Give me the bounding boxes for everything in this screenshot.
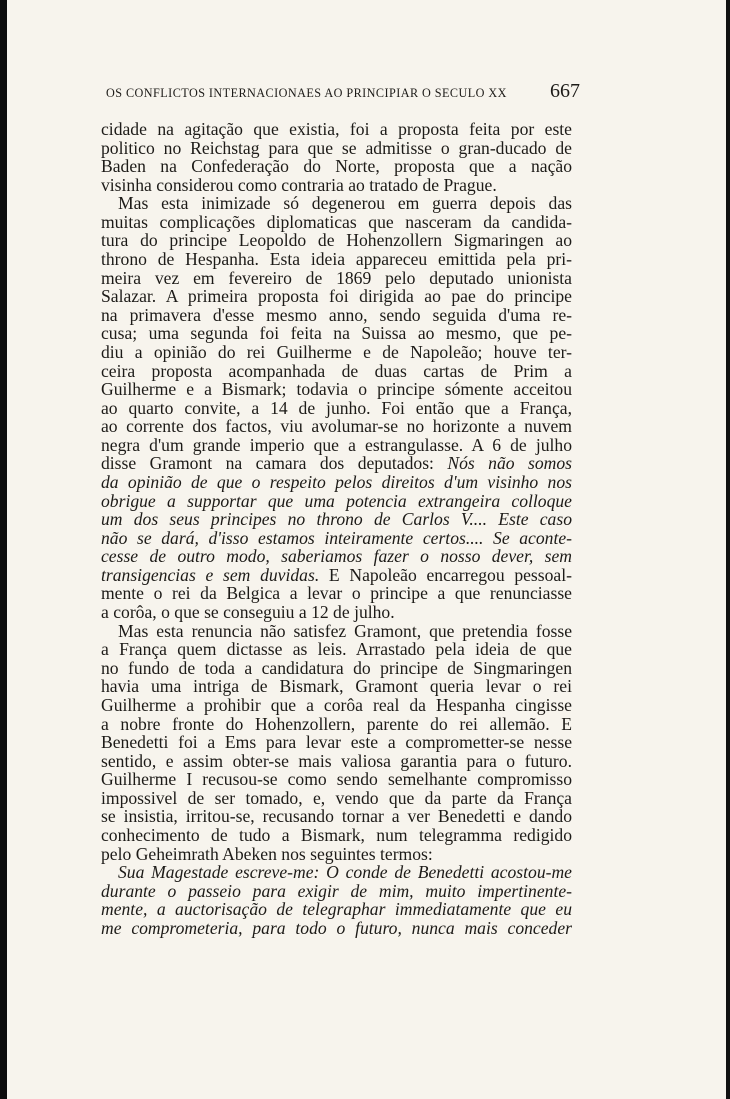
text-line: ao quarto convite, a 14 de junho. Foi então que a França,: [101, 397, 572, 418]
text-line: a França quem dictasse as leis. Arrastado pela ideia de que: [101, 639, 572, 660]
italic-quote-line: [101, 510, 572, 529]
italic-quote-run: transigencias e sem duvidas.: [101, 564, 320, 585]
text-line: a corôa, o que se conseguiu a 12 de julho.: [101, 602, 395, 623]
text-line: diu a opinião do rei Guilherme e de Napoleão; houve ter-: [101, 341, 572, 362]
text-line: Benedetti foi a Ems para levar este a comprometter-se nesse: [101, 732, 572, 753]
text-line: na primavera d'esse mesmo anno, sendo seguida d'uma re-: [101, 304, 572, 325]
scan-border-right: [726, 0, 730, 1099]
italic-quote-run: cesse de outro modo, saberiamos fazer o nosso dever, sem: [101, 546, 572, 567]
text-run: disse Gramont na camara dos deputados:: [101, 453, 434, 474]
text-line: impossivel de ser tomado, e, vendo que da parte da França: [101, 787, 572, 808]
text-line: meira vez em fevereiro de 1869 pelo deputado unionista: [101, 267, 572, 288]
italic-quote-run: obrigue a supportar que uma potencia extrangeira colloque: [101, 490, 572, 511]
italic-quote-line: [101, 529, 572, 548]
text-line-mixed: [101, 454, 572, 473]
text-line: throno de Hespanha. Esta ideia appareceu emittida pela pri-: [101, 249, 572, 270]
italic-quote-run: não se dará, d'isso estamos inteiramente certos.... Se aconte-: [101, 527, 572, 548]
text-line: no fundo de toda a candidatura do principe de Singmaringen: [101, 657, 572, 678]
text-line: havia uma intriga de Bismark, Gramont queria levar o rei: [101, 676, 572, 697]
text-line: Guilherme e a Bismark; todavia o principe sómente acceitou: [101, 379, 572, 400]
text-line: Guilherme a prohibir que a corôa real da Hespanha cingisse: [101, 694, 572, 715]
italic-quote-run: durante o passeio para exigir de mim, muito impertinente-: [101, 880, 572, 901]
text-line: sentido, e assim obter-se mais valiosa garantia para o futuro.: [101, 750, 572, 771]
text-line: tura do principe Leopoldo de Hohenzollern Sigmaringen ao: [101, 230, 572, 251]
scan-border-left: [0, 0, 7, 1099]
italic-quote-line: [101, 492, 572, 511]
paragraph-start-line: Mas esta inimizade só degenerou em guerra depois das: [118, 193, 572, 214]
page-number: 667: [550, 80, 580, 102]
text-line: pelo Geheimrath Abeken nos seguintes termos:: [101, 843, 433, 864]
text-line: Guilherme I recusou-se como sendo semelhante compromisso: [101, 769, 572, 790]
text-line: negra d'um grande imperio que a estrangulasse. A 6 de julho: [101, 434, 572, 455]
running-header: [106, 80, 580, 103]
text-line: visinha considerou como contraria ao tratado de Prague.: [101, 174, 497, 195]
italic-quote-run: um dos seus principes no throno de Carlos V.... Este caso: [101, 509, 572, 530]
paragraph-start-line: Mas esta renuncia não satisfez Gramont, que pretendia fosse: [118, 620, 572, 641]
text-line: cidade na agitação que existia, foi a proposta feita por este: [101, 119, 572, 139]
text-line: Salazar. A primeira proposta foi dirigida ao pae do principe: [101, 286, 572, 307]
text-line: muitas complicações diplomaticas que nasceram da candida-: [101, 211, 572, 232]
text-line: conhecimento de tudo a Bismark, num telegramma redigido: [101, 824, 572, 845]
text-line-mixed: [101, 566, 572, 585]
text-line: politico no Reichstag para que se admitisse o gran-ducado de: [101, 137, 572, 158]
italic-quote-run: da opinião de que o respeito pelos direitos d'um visinho nos: [101, 471, 572, 492]
text-run: E Napoleão encarregou pessoal-: [328, 564, 572, 585]
text-line: a nobre fronte do Hohenzollern, parente do rei allemão. E: [101, 713, 572, 734]
italic-quote-run: Nós não somos: [447, 453, 572, 474]
italic-quote-line: [101, 900, 572, 919]
italic-quote-line: [101, 863, 572, 882]
italic-quote-run: mente, a auctorisação de telegraphar immediatamente que eu: [101, 899, 572, 920]
text-line: cusa; uma segunda foi feita na Suissa ao mesmo, que pe-: [101, 323, 572, 344]
italic-quote-line: [101, 919, 572, 938]
italic-quote-line: [101, 882, 572, 901]
running-title: OS CONFLICTOS INTERNACIONAES AO PRINCIPIAR O SECULO XX: [106, 86, 507, 100]
italic-quote-line: [101, 547, 572, 566]
text-line: mente o rei da Belgica a levar o principe a que renunciasse: [101, 583, 572, 604]
text-line: ao corrente dos factos, viu avolumar-se no horizonte a nuvem: [101, 416, 572, 437]
text-line: se insistia, irritou-se, recusando tornar a ver Benedetti e dando: [101, 806, 572, 827]
body-text: [101, 120, 572, 937]
italic-quote-line: [101, 473, 572, 492]
text-line: Baden na Confederação do Norte, proposta que a nação: [101, 156, 572, 177]
italic-quote-run: Sua Magestade escreve-me: O conde de Benedetti acostou-me: [118, 862, 572, 883]
text-line: ceira proposta acompanhada de duas cartas de Prim a: [101, 360, 572, 381]
italic-quote-run: me comprometeria, para todo o futuro, nunca mais conceder: [101, 917, 572, 938]
